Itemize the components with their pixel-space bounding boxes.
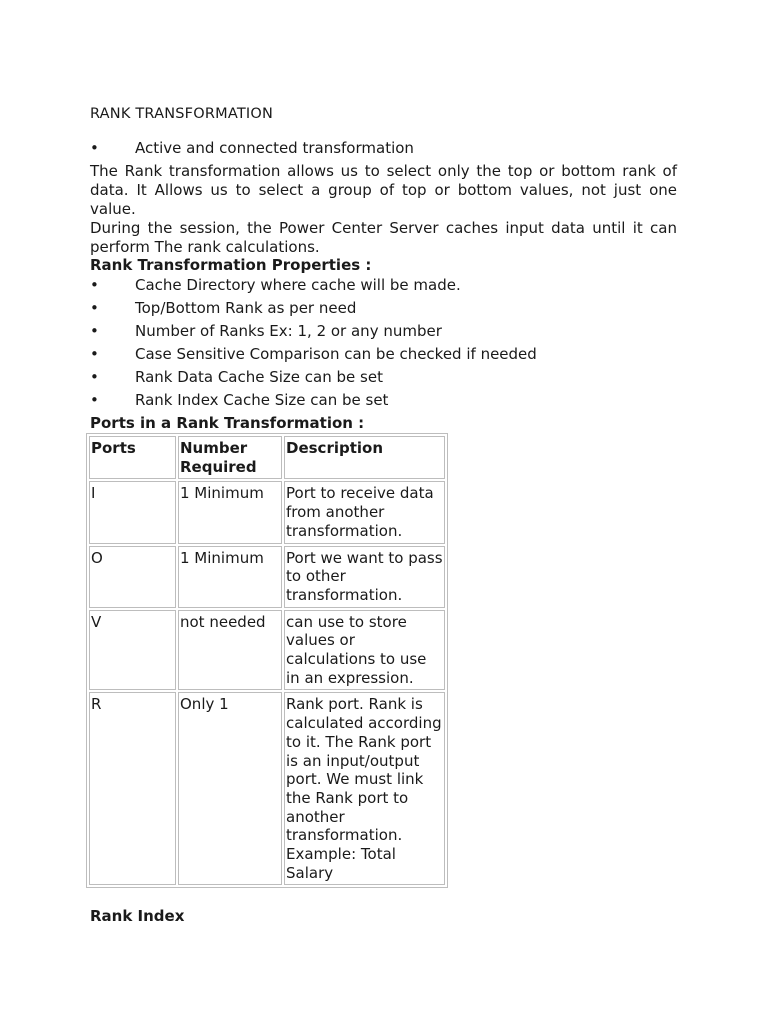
table-cell: 1 Minimum: [178, 546, 282, 608]
table-cell: not needed: [178, 610, 282, 691]
list-item: • Top/Bottom Rank as per need: [90, 297, 537, 320]
paragraph-rank-description: The Rank transformation allows us to select only the top or bottom rank of data. It Allows us to select a group of top or bottom values, not just one value.: [90, 162, 677, 218]
column-header-ports: Ports: [89, 436, 176, 479]
list-item: • Active and connected transformation: [90, 137, 414, 160]
table-cell: V: [89, 610, 176, 691]
table-cell: O: [89, 546, 176, 608]
bullet-icon: •: [90, 322, 99, 340]
ports-heading: Ports in a Rank Transformation :: [90, 414, 365, 432]
intro-bullet-list: [90, 137, 414, 160]
paragraph-session-caching: During the session, the Power Center Server caches input data until it can perform The rank calculations.: [90, 219, 677, 256]
list-item: • Case Sensitive Comparison can be checked if needed: [90, 343, 537, 366]
table-row: [89, 610, 445, 691]
table-cell: Port we want to pass to other transformation.: [284, 546, 445, 608]
bullet-icon: •: [90, 391, 99, 409]
table-cell: Only 1: [178, 692, 282, 885]
ports-table: [86, 433, 448, 888]
table-header-row: [89, 436, 445, 479]
table-cell: R: [89, 692, 176, 885]
bullet-icon: •: [90, 299, 99, 317]
list-item: • Rank Data Cache Size can be set: [90, 366, 537, 389]
table-cell: can use to store values or calculations to use in an expression.: [284, 610, 445, 691]
column-header-description: Description: [284, 436, 445, 479]
list-item: • Number of Ranks Ex: 1, 2 or any number: [90, 320, 537, 343]
list-item: • Cache Directory where cache will be made.: [90, 274, 537, 297]
properties-heading: Rank Transformation Properties :: [90, 256, 372, 274]
bullet-icon: •: [90, 345, 99, 363]
table-cell: Rank port. Rank is calculated according to it. The Rank port is an input/output port. We must link the Rank port to another transformation. Example: Total Salary: [284, 692, 445, 885]
column-header-number-required: Number Required: [178, 436, 282, 479]
document-title: RANK TRANSFORMATION: [90, 106, 274, 122]
table-row: [89, 692, 445, 885]
table-cell: Port to receive data from another transformation.: [284, 481, 445, 543]
bullet-icon: •: [90, 276, 99, 294]
table-row: [89, 546, 445, 608]
bullet-icon: •: [90, 139, 99, 157]
list-item: • Rank Index Cache Size can be set: [90, 389, 537, 412]
table-cell: I: [89, 481, 176, 543]
rank-index-heading: Rank Index: [90, 907, 185, 925]
properties-list: [90, 274, 537, 412]
table-cell: 1 Minimum: [178, 481, 282, 543]
table-row: [89, 481, 445, 543]
bullet-icon: •: [90, 368, 99, 386]
